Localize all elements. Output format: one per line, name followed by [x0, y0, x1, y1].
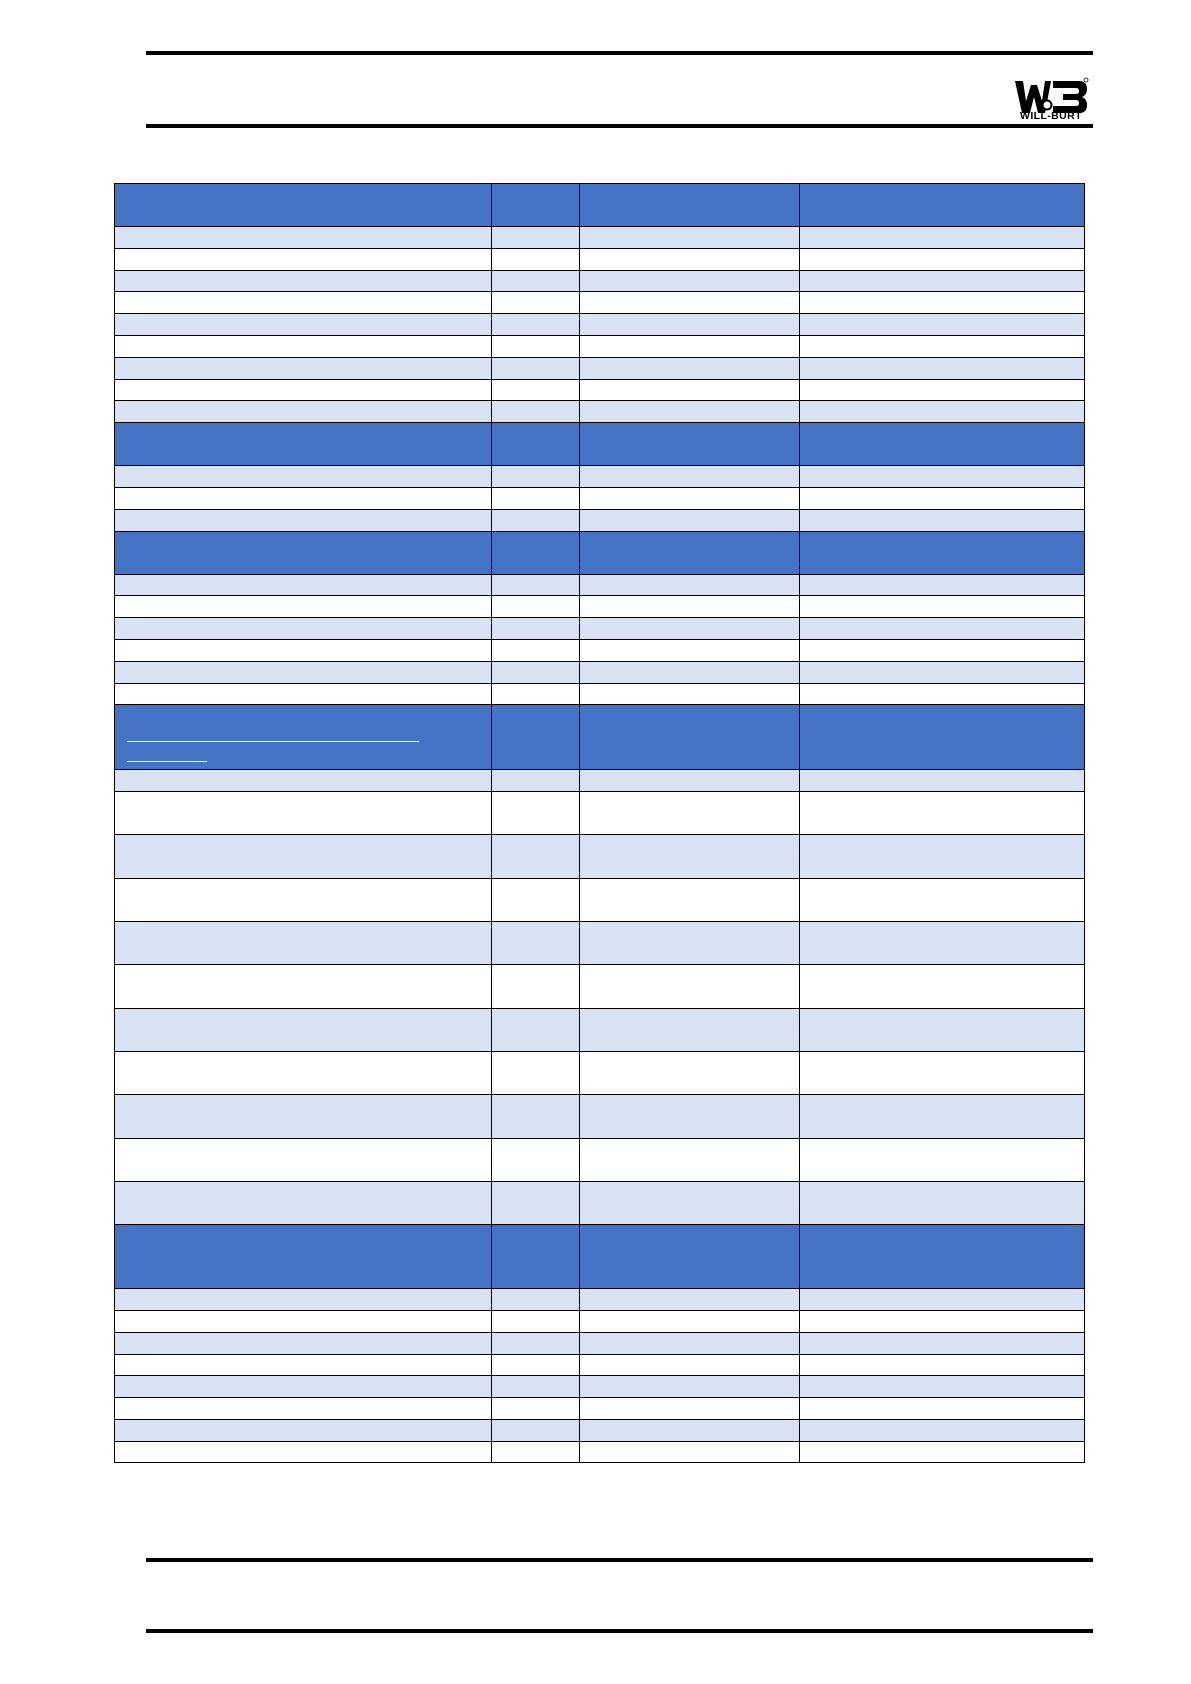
table-row: [115, 509, 1085, 531]
table-cell: [800, 661, 1085, 683]
table-cell: [492, 487, 580, 509]
footer-top-rule: [146, 1558, 1093, 1562]
table-cell: [492, 574, 580, 596]
table-cell: [492, 661, 580, 683]
table-cell: [580, 248, 800, 270]
table-cell: [580, 1310, 800, 1332]
table-cell: [492, 639, 580, 661]
table-cell: [492, 1332, 580, 1354]
table-cell: [800, 1354, 1085, 1376]
table-cell: [492, 1181, 580, 1224]
table-row: [115, 1181, 1085, 1224]
table-cell: [800, 922, 1085, 965]
header-cell: [115, 184, 492, 227]
table-cell: [115, 574, 492, 596]
table-cell: [580, 878, 800, 921]
header-cell: [492, 423, 580, 466]
table-cell: [580, 596, 800, 618]
table-row: [115, 1095, 1085, 1138]
table-row: [115, 1419, 1085, 1441]
table-cell: [800, 1181, 1085, 1224]
table-row: [115, 270, 1085, 292]
table-cell: [580, 661, 800, 683]
section-header-row: [115, 1225, 1085, 1289]
table-cell: [580, 792, 800, 835]
table-cell: [115, 1398, 492, 1420]
table-cell: [492, 683, 580, 705]
table-cell: [492, 509, 580, 531]
header-cell: [115, 531, 492, 574]
table-row: [115, 487, 1085, 509]
table-cell: [580, 1181, 800, 1224]
table-cell: [580, 466, 800, 488]
table-row: [115, 1398, 1085, 1420]
section-header-row: [115, 705, 1085, 770]
table-cell: [580, 487, 800, 509]
table-row: [115, 835, 1085, 878]
header-cell: [115, 1225, 492, 1289]
table-cell: [580, 770, 800, 792]
table-cell: [492, 835, 580, 878]
table-cell: [115, 357, 492, 379]
table-cell: [115, 639, 492, 661]
table-row: [115, 596, 1085, 618]
table-row: [115, 314, 1085, 336]
table-cell: [800, 683, 1085, 705]
table-cell: [492, 1441, 580, 1463]
table-cell: [115, 835, 492, 878]
footer-bottom-rule: [146, 1629, 1093, 1633]
table-row: [115, 1310, 1085, 1332]
table-row: [115, 770, 1085, 792]
table-row: [115, 1008, 1085, 1051]
table-cell: [800, 270, 1085, 292]
table-row: [115, 639, 1085, 661]
header-cell: [492, 184, 580, 227]
table-cell: [492, 770, 580, 792]
table-row: [115, 574, 1085, 596]
table-cell: [580, 683, 800, 705]
table-cell: [580, 1051, 800, 1094]
table-cell: [115, 1008, 492, 1051]
section-header-row: [115, 423, 1085, 466]
table-cell: [492, 1008, 580, 1051]
table-cell: [492, 878, 580, 921]
table-cell: [492, 466, 580, 488]
table-cell: [800, 227, 1085, 249]
table-cell: [800, 596, 1085, 618]
table-cell: [115, 596, 492, 618]
table-cell: [115, 618, 492, 640]
table-cell: [800, 1095, 1085, 1138]
table-cell: [492, 335, 580, 357]
table-row: [115, 618, 1085, 640]
header-cell: [492, 531, 580, 574]
header-cell: [492, 1225, 580, 1289]
table-cell: [580, 270, 800, 292]
table-cell: [580, 1289, 800, 1311]
table-cell: [115, 401, 492, 423]
header-link-underline: [115, 705, 491, 769]
table-cell: [800, 878, 1085, 921]
table-cell: [115, 683, 492, 705]
table-cell: [115, 1181, 492, 1224]
table-cell: [492, 792, 580, 835]
table-cell: [492, 314, 580, 336]
table-cell: [492, 1376, 580, 1398]
table-cell: [115, 466, 492, 488]
table-cell: [115, 487, 492, 509]
table-row: [115, 248, 1085, 270]
table-cell: [580, 357, 800, 379]
table-cell: [115, 1138, 492, 1181]
table-cell: [580, 1138, 800, 1181]
header-cell: [492, 705, 580, 770]
header-cell: [800, 184, 1085, 227]
table-row: [115, 965, 1085, 1008]
table-row: [115, 878, 1085, 921]
table-cell: [580, 922, 800, 965]
table-cell: [492, 1419, 580, 1441]
table-cell: [800, 1310, 1085, 1332]
table-row: [115, 1138, 1085, 1181]
table-cell: [800, 1138, 1085, 1181]
table-cell: [492, 922, 580, 965]
table-cell: [800, 1051, 1085, 1094]
table-cell: [800, 357, 1085, 379]
table-row: [115, 792, 1085, 835]
table-cell: [580, 1332, 800, 1354]
table-cell: [115, 335, 492, 357]
header-top-rule: [146, 51, 1093, 55]
table-cell: [492, 965, 580, 1008]
table-row: [115, 357, 1085, 379]
table-row: [115, 661, 1085, 683]
header-cell: [800, 705, 1085, 770]
table-cell: [115, 1310, 492, 1332]
table-cell: [492, 227, 580, 249]
table-cell: [492, 357, 580, 379]
table-cell: [800, 248, 1085, 270]
table-cell: [115, 1354, 492, 1376]
table-cell: [580, 401, 800, 423]
table-row: [115, 1354, 1085, 1376]
table-cell: [115, 248, 492, 270]
table-cell: [492, 1354, 580, 1376]
table-cell: [800, 574, 1085, 596]
header-cell: [580, 423, 800, 466]
table-cell: [492, 1398, 580, 1420]
table-cell: [580, 227, 800, 249]
table-cell: [800, 314, 1085, 336]
table-cell: [800, 335, 1085, 357]
table-row: [115, 379, 1085, 401]
header-bottom-rule: [146, 124, 1093, 128]
table-cell: [800, 1289, 1085, 1311]
table-cell: [115, 1289, 492, 1311]
table-cell: [580, 1398, 800, 1420]
table-cell: [580, 314, 800, 336]
table-cell: [115, 1376, 492, 1398]
table-cell: [492, 1289, 580, 1311]
table-cell: [580, 639, 800, 661]
header-cell: [580, 531, 800, 574]
table-row: [115, 401, 1085, 423]
table-row: [115, 227, 1085, 249]
table-cell: [580, 1354, 800, 1376]
table-cell: [492, 1051, 580, 1094]
table-cell: [800, 1398, 1085, 1420]
table-cell: [800, 965, 1085, 1008]
table-row: [115, 922, 1085, 965]
header-cell: [580, 184, 800, 227]
table-cell: [115, 965, 492, 1008]
table-cell: [580, 1008, 800, 1051]
table-cell: [800, 379, 1085, 401]
header-cell: [580, 1225, 800, 1289]
table-row: [115, 1289, 1085, 1311]
table-row: [115, 466, 1085, 488]
table-cell: [492, 292, 580, 314]
table-cell: [492, 596, 580, 618]
table-cell: [492, 1310, 580, 1332]
table-cell: [115, 509, 492, 531]
table-cell: [800, 835, 1085, 878]
table-cell: [115, 1332, 492, 1354]
table-cell: [800, 401, 1085, 423]
header-cell: [800, 531, 1085, 574]
table-row: [115, 335, 1085, 357]
table-row: [115, 292, 1085, 314]
header-cell: [800, 423, 1085, 466]
table-cell: [492, 270, 580, 292]
table-cell: [580, 1095, 800, 1138]
section-header-row: [115, 531, 1085, 574]
table-cell: [800, 792, 1085, 835]
table-cell: [115, 922, 492, 965]
header-cell: [115, 705, 492, 770]
table-cell: [580, 1376, 800, 1398]
table-row: [115, 1332, 1085, 1354]
table-cell: [800, 639, 1085, 661]
table-cell: [115, 1095, 492, 1138]
table-cell: [800, 1008, 1085, 1051]
table-cell: [115, 1419, 492, 1441]
header-cell: [580, 705, 800, 770]
table-cell: [580, 1419, 800, 1441]
table-cell: [115, 878, 492, 921]
table-cell: [580, 835, 800, 878]
table-row: [115, 1051, 1085, 1094]
section-header-row: [115, 184, 1085, 227]
table-cell: [800, 487, 1085, 509]
table-row: [115, 683, 1085, 705]
table-cell: [800, 1419, 1085, 1441]
spec-table: [114, 183, 1085, 1463]
spec-table-body: [115, 184, 1085, 1463]
table-cell: [492, 248, 580, 270]
header-cell: [115, 423, 492, 466]
table-cell: [800, 770, 1085, 792]
table-cell: [115, 1441, 492, 1463]
table-cell: [800, 466, 1085, 488]
table-cell: [580, 335, 800, 357]
table-cell: [580, 1441, 800, 1463]
table-cell: [115, 227, 492, 249]
table-cell: [800, 1441, 1085, 1463]
table-cell: [115, 292, 492, 314]
table-cell: [115, 792, 492, 835]
table-cell: [800, 292, 1085, 314]
table-cell: [115, 314, 492, 336]
table-row: [115, 1441, 1085, 1463]
table-row: [115, 1376, 1085, 1398]
table-cell: [492, 1138, 580, 1181]
table-cell: [580, 618, 800, 640]
table-cell: [492, 618, 580, 640]
table-cell: [580, 292, 800, 314]
table-cell: [492, 379, 580, 401]
table-cell: [115, 1051, 492, 1094]
table-cell: [580, 574, 800, 596]
table-cell: [115, 661, 492, 683]
table-cell: [492, 401, 580, 423]
table-cell: [580, 509, 800, 531]
table-cell: [115, 379, 492, 401]
table-cell: [800, 509, 1085, 531]
table-cell: [800, 618, 1085, 640]
table-cell: [492, 1095, 580, 1138]
table-cell: [580, 965, 800, 1008]
table-cell: [800, 1332, 1085, 1354]
table-cell: [800, 1376, 1085, 1398]
table-cell: [580, 379, 800, 401]
header-cell: [800, 1225, 1085, 1289]
table-cell: [115, 270, 492, 292]
logo-wordmark: WILL-BURT: [1020, 110, 1082, 122]
table-cell: [115, 770, 492, 792]
